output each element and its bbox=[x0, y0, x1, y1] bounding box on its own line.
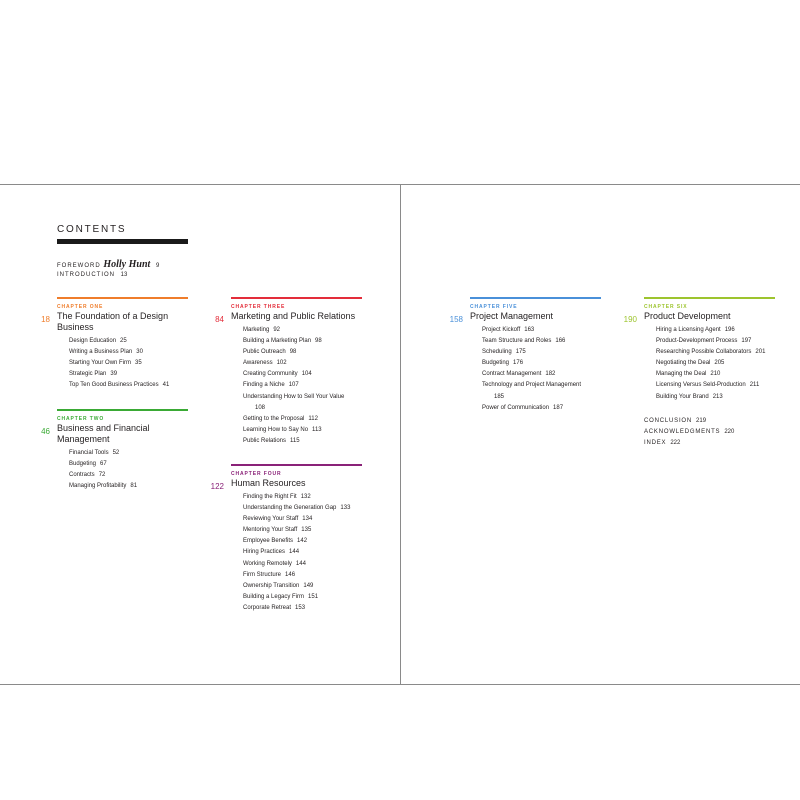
chapter-four bbox=[210, 464, 362, 614]
section-title: Project Kickoff bbox=[482, 327, 521, 333]
chapter-sections bbox=[482, 325, 601, 414]
section-page: 149 bbox=[303, 582, 314, 589]
foreword-author: Holly Hunt bbox=[103, 259, 151, 270]
chapter-page-number: 84 bbox=[215, 315, 224, 324]
section-entry bbox=[69, 470, 188, 481]
section-title: Finding the Right Fit bbox=[243, 494, 297, 500]
section-title: Understanding How to Sell Your Value bbox=[243, 393, 345, 400]
section-title: Reviewing Your Staff bbox=[243, 516, 299, 523]
section-page: 104 bbox=[301, 371, 312, 378]
section-page: 182 bbox=[545, 371, 556, 378]
section-page: 92 bbox=[273, 327, 281, 333]
section-title: Contract Management bbox=[482, 371, 542, 378]
section-page: 175 bbox=[515, 349, 526, 356]
section-title: Employee Benefits bbox=[243, 538, 294, 545]
section-page: 132 bbox=[300, 494, 311, 500]
section-entry bbox=[656, 336, 775, 347]
section-entry bbox=[656, 358, 775, 369]
section-page: 163 bbox=[524, 327, 535, 333]
chapter-label: CHAPTER FOUR bbox=[231, 471, 282, 477]
section-entry bbox=[243, 436, 362, 447]
section-title: Firm Structure bbox=[243, 571, 282, 578]
section-title: Negotiating the Deal bbox=[656, 360, 711, 367]
section-page: 197 bbox=[741, 338, 752, 345]
introduction-page: 13 bbox=[120, 272, 128, 278]
section-entry bbox=[243, 414, 362, 425]
chapter-rule bbox=[231, 464, 362, 466]
foreword-label: FOREWORD bbox=[57, 263, 101, 269]
section-page: 81 bbox=[130, 483, 138, 490]
chapter-page-number: 46 bbox=[41, 427, 50, 436]
section-page: 41 bbox=[162, 382, 170, 389]
section-entry bbox=[482, 403, 601, 414]
chapter-six bbox=[623, 297, 775, 403]
section-title: Hiring a Licensing Agent bbox=[656, 327, 721, 333]
section-entry bbox=[69, 380, 188, 391]
section-entry bbox=[69, 347, 188, 358]
section-title: Researching Possible Collaborators bbox=[656, 349, 752, 356]
section-page: 187 bbox=[553, 404, 564, 411]
section-title: Finding a Niche bbox=[243, 382, 285, 389]
chapter-sections bbox=[69, 336, 188, 391]
chapter-label: CHAPTER ONE bbox=[57, 304, 104, 310]
section-page: 107 bbox=[288, 382, 299, 389]
introduction-label: INTRODUCTION bbox=[57, 272, 115, 278]
section-entry bbox=[243, 592, 362, 603]
section-entry bbox=[656, 392, 775, 403]
acknowledgments-page: 220 bbox=[724, 429, 735, 435]
section-title: Power of Communication bbox=[482, 404, 550, 411]
section-entry bbox=[243, 581, 362, 592]
section-entry bbox=[482, 336, 601, 347]
section-page: 153 bbox=[295, 604, 306, 611]
section-entry bbox=[656, 380, 775, 391]
chapter-five bbox=[449, 297, 601, 414]
section-title: Top Ten Good Business Practices bbox=[69, 382, 159, 389]
section-page: 196 bbox=[724, 327, 735, 333]
section-entry bbox=[243, 492, 362, 503]
section-title: Building Your Brand bbox=[656, 393, 709, 400]
section-page: 98 bbox=[289, 349, 297, 356]
section-title: Financial Tools bbox=[69, 450, 109, 456]
contents-underline-bar bbox=[57, 239, 188, 244]
section-page: 144 bbox=[289, 549, 300, 556]
section-entry bbox=[243, 525, 362, 536]
section-title: Contracts bbox=[69, 472, 95, 479]
section-title: Marketing bbox=[243, 327, 270, 333]
section-page: 135 bbox=[301, 527, 312, 534]
chapter-title: Human Resources bbox=[231, 478, 306, 488]
section-entry bbox=[243, 369, 362, 380]
section-title: Awareness bbox=[243, 360, 273, 367]
section-title: Working Remotely bbox=[243, 560, 292, 567]
section-title: Getting to the Proposal bbox=[243, 415, 305, 422]
chapter-rule bbox=[644, 297, 775, 299]
section-entry bbox=[243, 547, 362, 558]
back-matter-conclusion bbox=[644, 416, 706, 427]
section-entry bbox=[243, 559, 362, 570]
chapter-title: Business bbox=[57, 322, 94, 332]
chapter-title: Management bbox=[57, 434, 110, 444]
back-matter-acknowledgments bbox=[644, 427, 734, 438]
section-page: 185 bbox=[494, 393, 505, 400]
section-page: 213 bbox=[712, 393, 723, 400]
chapter-rule bbox=[57, 297, 188, 299]
section-entry bbox=[243, 570, 362, 581]
section-entry bbox=[656, 369, 775, 380]
section-page: 134 bbox=[302, 516, 313, 523]
section-title: Design Education bbox=[69, 338, 117, 344]
section-page: 211 bbox=[749, 382, 760, 389]
page-gutter bbox=[400, 184, 401, 685]
section-page: 52 bbox=[112, 450, 120, 456]
section-page: 98 bbox=[315, 338, 322, 345]
section-page: 30 bbox=[136, 349, 143, 356]
chapter-page-number: 18 bbox=[41, 315, 50, 324]
section-entry bbox=[243, 514, 362, 525]
chapter-label: CHAPTER SIX bbox=[644, 304, 688, 310]
section-title: Building a Legacy Firm bbox=[243, 593, 305, 600]
chapter-page-number: 158 bbox=[449, 315, 463, 324]
section-page: 151 bbox=[308, 593, 319, 600]
front-matter-foreword bbox=[57, 260, 159, 271]
section-title: Product-Development Process bbox=[656, 338, 738, 345]
section-page: 142 bbox=[297, 538, 308, 545]
chapter-sections bbox=[243, 325, 362, 447]
section-entry bbox=[69, 369, 188, 380]
section-entry bbox=[243, 358, 362, 369]
section-title: Understanding the Generation Gap bbox=[243, 505, 337, 512]
section-entry bbox=[482, 392, 601, 403]
section-title: Writing a Business Plan bbox=[69, 349, 133, 356]
section-title: Managing the Deal bbox=[656, 371, 707, 378]
section-entry bbox=[243, 536, 362, 547]
section-title: Public Relations bbox=[243, 437, 287, 444]
chapter-title: The Foundation of a Design bbox=[57, 311, 169, 321]
section-entry bbox=[482, 347, 601, 358]
front-matter-introduction bbox=[57, 271, 127, 280]
chapter-rule bbox=[231, 297, 362, 299]
section-title: Managing Profitability bbox=[69, 483, 127, 490]
section-page: 108 bbox=[255, 404, 266, 411]
section-entry bbox=[243, 347, 362, 358]
section-entry bbox=[69, 481, 188, 492]
chapter-sections bbox=[69, 448, 188, 492]
section-title: Learning How to Say No bbox=[243, 426, 309, 433]
section-page: 144 bbox=[295, 560, 306, 567]
section-page: 133 bbox=[340, 505, 351, 512]
section-title: Creating Community bbox=[243, 371, 298, 378]
section-entry bbox=[243, 336, 362, 347]
chapter-page-number: 122 bbox=[210, 482, 224, 491]
section-entry bbox=[243, 603, 362, 614]
chapter-rule bbox=[470, 297, 601, 299]
section-entry bbox=[243, 380, 362, 391]
section-entry bbox=[482, 380, 601, 391]
chapter-one bbox=[41, 297, 188, 391]
section-entry bbox=[69, 448, 188, 459]
section-title: Ownership Transition bbox=[243, 582, 300, 589]
chapter-sections bbox=[243, 492, 362, 614]
section-page: 72 bbox=[98, 472, 106, 479]
chapter-title: Marketing and Public Relations bbox=[231, 311, 356, 321]
section-entry bbox=[243, 503, 362, 514]
section-entry bbox=[243, 425, 362, 436]
section-title: Public Outreach bbox=[243, 349, 286, 356]
section-entry bbox=[69, 358, 188, 369]
section-entry bbox=[69, 459, 188, 470]
conclusion-page: 219 bbox=[696, 418, 707, 424]
section-title: Team Structure and Roles bbox=[482, 338, 552, 345]
section-entry bbox=[656, 347, 775, 358]
section-page: 115 bbox=[290, 437, 300, 444]
chapter-rule bbox=[57, 409, 188, 411]
chapter-page-number: 190 bbox=[623, 315, 637, 324]
section-page: 39 bbox=[110, 371, 118, 378]
section-page: 102 bbox=[276, 360, 287, 367]
conclusion-label: CONCLUSION bbox=[644, 418, 693, 424]
chapter-label: CHAPTER FIVE bbox=[470, 304, 518, 310]
section-entry bbox=[656, 325, 775, 336]
foreword-page: 9 bbox=[155, 263, 160, 269]
contents-heading: CONTENTS bbox=[57, 224, 127, 235]
section-title: Building a Marketing Plan bbox=[243, 338, 312, 345]
chapter-title: Product Development bbox=[644, 311, 731, 321]
section-title: Strategic Plan bbox=[69, 371, 107, 378]
section-entry bbox=[243, 403, 362, 414]
section-entry bbox=[482, 325, 601, 336]
chapter-title: Project Management bbox=[470, 311, 554, 321]
section-entry bbox=[243, 325, 362, 336]
section-page: 205 bbox=[714, 360, 725, 367]
section-page: 113 bbox=[312, 426, 322, 433]
chapter-title: Business and Financial bbox=[57, 423, 150, 433]
section-page: 67 bbox=[100, 461, 107, 468]
section-page: 35 bbox=[135, 360, 142, 367]
section-title: Mentoring Your Staff bbox=[243, 527, 298, 534]
section-page: 166 bbox=[555, 338, 566, 345]
section-page: 146 bbox=[285, 571, 296, 578]
chapter-label: CHAPTER THREE bbox=[231, 304, 286, 310]
section-title: Budgeting bbox=[69, 461, 97, 468]
section-title: Scheduling bbox=[482, 349, 512, 356]
section-title: Budgeting bbox=[482, 360, 510, 367]
section-entry bbox=[69, 336, 188, 347]
chapter-three bbox=[215, 297, 362, 447]
section-page: 210 bbox=[710, 371, 721, 378]
chapter-two bbox=[41, 409, 188, 492]
section-entry bbox=[482, 369, 601, 380]
acknowledgments-label: ACKNOWLEDGMENTS bbox=[644, 429, 721, 435]
section-page: 25 bbox=[120, 338, 127, 344]
chapter-label: CHAPTER TWO bbox=[57, 416, 105, 422]
back-matter-index bbox=[644, 438, 680, 449]
section-title: Licensing Versus Seld-Production bbox=[656, 382, 746, 389]
index-label: INDEX bbox=[644, 440, 667, 446]
section-title: Hiring Practices bbox=[243, 549, 286, 556]
chapter-sections bbox=[656, 325, 775, 403]
section-entry bbox=[243, 392, 362, 403]
section-page: 201 bbox=[755, 349, 766, 356]
section-entry bbox=[482, 358, 601, 369]
section-title: Technology and Project Management bbox=[482, 382, 582, 389]
section-page: 112 bbox=[308, 415, 318, 422]
section-title: Corporate Retreat bbox=[243, 604, 292, 611]
section-page: 176 bbox=[513, 360, 524, 367]
index-page: 222 bbox=[670, 440, 681, 446]
section-title: Starting Your Own Firm bbox=[69, 360, 132, 367]
